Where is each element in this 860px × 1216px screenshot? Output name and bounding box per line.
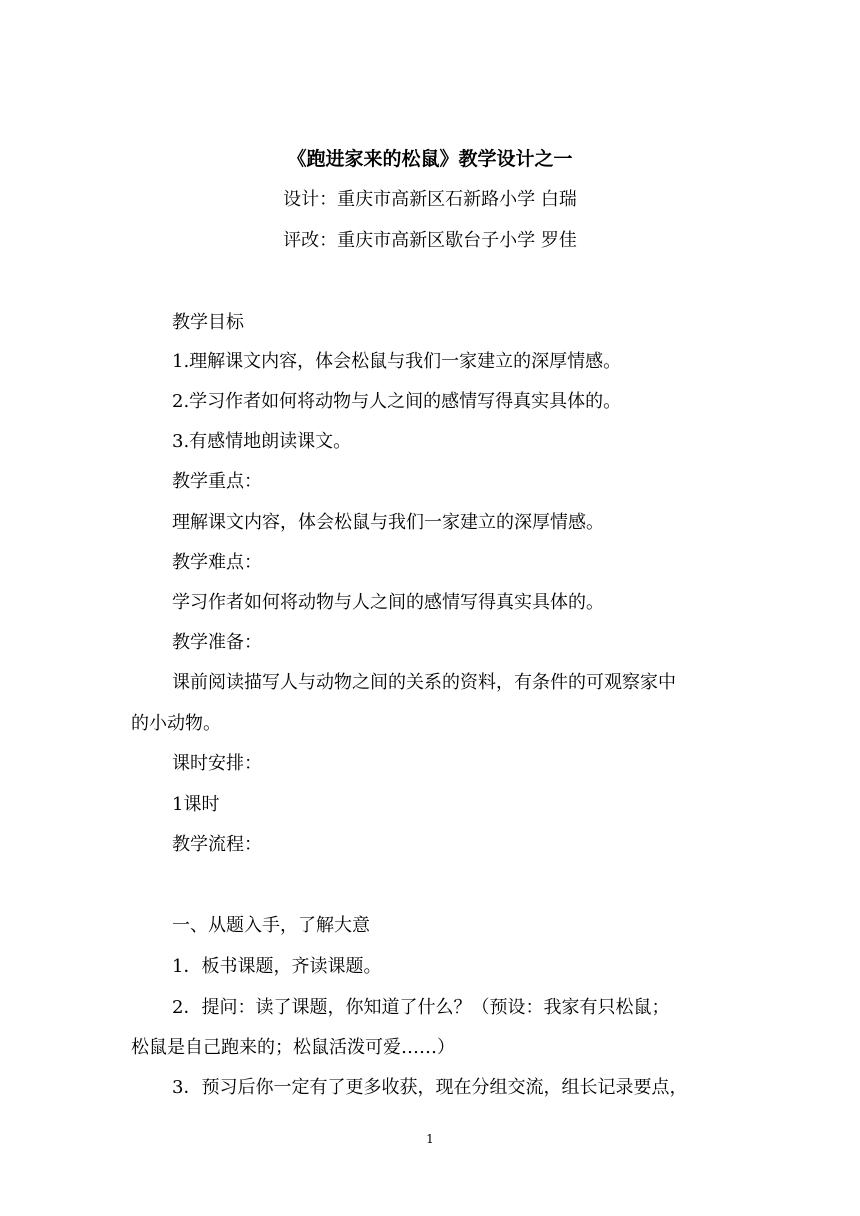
preparation-text-line-2: 的小动物。 (131, 713, 221, 734)
key-point-heading: 教学重点： (172, 471, 262, 492)
difficulty-text: 学习作者如何将动物与人之间的感情写得真实具体的。 (172, 592, 604, 613)
designer-line: 设计：重庆市高新区石新路小学 白瑞 (283, 189, 577, 210)
key-point-text: 理解课文内容，体会松鼠与我们一家建立的深厚情感。 (172, 512, 604, 533)
goal-item-3: 3.有感情地朗读课文。 (172, 431, 352, 452)
goals-heading: 教学目标 (172, 312, 244, 333)
section-heading-1: 一、从题入手，了解大意 (172, 915, 370, 936)
preparation-heading: 教学准备： (172, 632, 262, 653)
reviser-line: 评改：重庆市高新区歇台子小学 罗佳 (283, 230, 577, 251)
goal-item-1: 1.理解课文内容，体会松鼠与我们一家建立的深厚情感。 (172, 351, 622, 372)
step-2-line-1: 2．提问：读了课题，你知道了什么？（预设：我家有只松鼠； (172, 997, 670, 1018)
page-number: 1 (426, 1132, 434, 1146)
step-3-line-1: 3．预习后你一定有了更多收获，现在分组交流，组长记录要点， (172, 1077, 688, 1098)
document-title: 《跑进家来的松鼠》教学设计之一 (287, 148, 573, 170)
flow-heading: 教学流程： (172, 834, 262, 855)
step-1: 1．板书课题，齐读课题。 (172, 956, 382, 977)
step-2-line-2: 松鼠是自己跑来的；松鼠活泼可爱……） (131, 1037, 455, 1058)
preparation-text-line-1: 课前阅读描写人与动物之间的关系的资料，有条件的可观察家中 (172, 672, 676, 693)
difficulty-heading: 教学难点： (172, 552, 262, 573)
schedule-text: 1课时 (172, 794, 220, 815)
schedule-heading: 课时安排： (172, 753, 262, 774)
goal-item-2: 2.学习作者如何将动物与人之间的感情写得真实具体的。 (172, 391, 622, 412)
